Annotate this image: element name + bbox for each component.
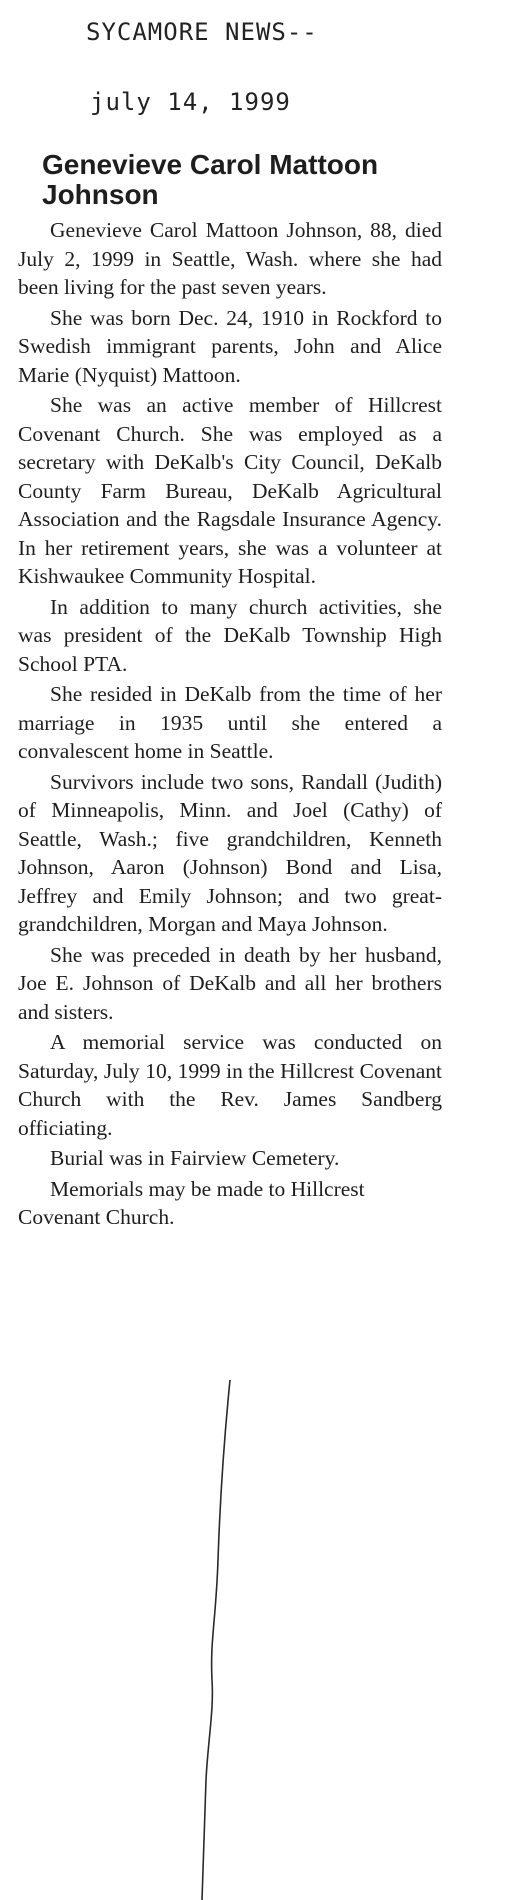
paragraph-burial: Burial was in Fairview Cemetery. <box>50 1146 340 1170</box>
paragraph-residence: She resided in DeKalb from the time of her marriage in 1935 until she entered a convalescent home in Seattle. <box>18 682 442 763</box>
paragraph-memorials: Memorials may be made to Hillcrest Covenant Church. <box>18 1176 365 1229</box>
paragraph-activities: In addition to many church activities, she was president of the DeKalb Township High School PTA. <box>18 594 442 676</box>
newspaper-name: SYCAMORE NEWS-- <box>86 18 318 46</box>
paragraph-memorial-service: A memorial service was conducted on Saturday, July 10, 1999 in the Hillcrest Covenant Church with the Rev. James Sandberg officiating. <box>18 1030 442 1140</box>
paragraph-birth: She was born Dec. 24, 1910 in Rockford to Swedish immigrant parents, John and Alice Marie (Nyquist) Mattoon. <box>18 305 442 387</box>
paragraph-death: Genevieve Carol Mattoon Johnson, 88, died July 2, 1999 in Seattle, Wash. where she had been living for the past seven years. <box>18 218 442 299</box>
clipping-date: july 14, 1999 <box>90 88 291 116</box>
paragraph-career: She was an active member of Hillcrest Covenant Church. She was employed as a secretary with DeKalb's City Council, DeKalb County Farm Bureau, DeKalb Agricultural Association and the Ragsdale Insurance Agency. In her retirement years, she was a volunteer at Kishwaukee Community Hospital. <box>18 393 442 588</box>
paragraph-preceded: She was preceded in death by her husband, Joe E. Johnson of DeKalb and all her brothers and sisters. <box>18 942 442 1024</box>
obituary-headline: Genevieve Carol Mattoon Johnson <box>42 149 379 210</box>
obituary-body <box>18 216 442 1234</box>
paragraph-survivors: Survivors include two sons, Randall (Judith) of Minneapolis, Minn. and Joel (Cathy) of Seattle, Wash.; five grandchildren, Kenneth Johnson, Aaron (Johnson) Bond and Lisa, Jeffrey and Emily Johnson; and two great-grandchildren, Morgan and Maya Johnson. <box>18 769 442 936</box>
paper-fold-line <box>190 1380 250 1900</box>
